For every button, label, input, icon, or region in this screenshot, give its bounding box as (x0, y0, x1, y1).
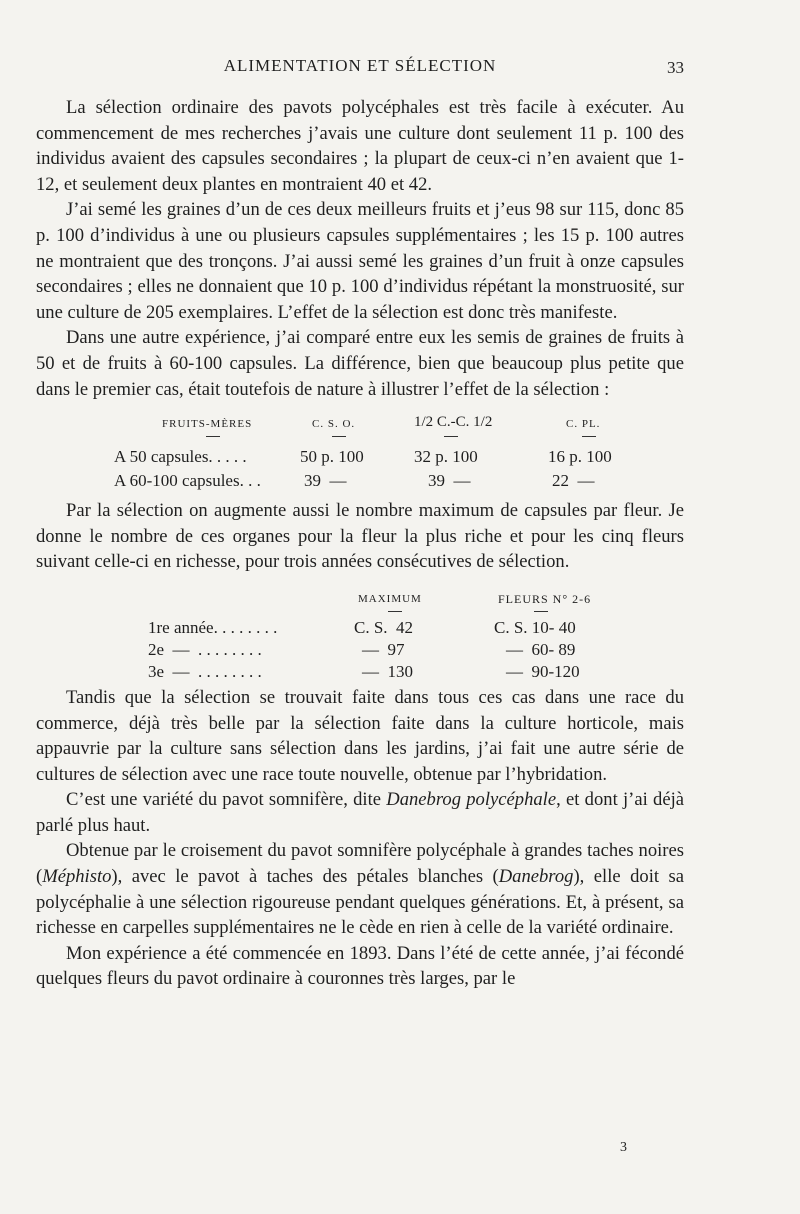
paragraph: Mon expérience a été commencée en 1893. Dans l’été de cette année, j’ai fécondé quelques fleurs du pavot ordinaire à couronnes très larges, par le (36, 942, 684, 990)
paragraph: La sélection ordinaire des pavots polycéphales est très facile à exécuter. Au commencement de mes recherches j’avais une culture dont seulement 11 p. 100 des individus avaient des capsules secondaires ; la plupart de ceux-ci n’en avaient que 1-12, et seulement deux plantes en montraient 40 et 42. (36, 97, 684, 195)
dash-rule (388, 611, 402, 612)
paragraph-text: ), elle doit sa polycéphalie à une sélection rigoureuse pendant quelques générations. Et, à présent, sa richesse en carpelles supplémentaires ne le cède en rien à celle de la variété ordinaire. (36, 866, 684, 939)
dash-rule (206, 436, 220, 437)
table-cell: C. S. 42 (354, 617, 414, 637)
dash-rule (534, 611, 548, 612)
table-cell: A 60-100 capsules. . . (114, 471, 261, 491)
page-number: 33 (667, 58, 684, 77)
table-cell: 39 — (428, 471, 471, 491)
variety-name: Danebrog (498, 866, 574, 888)
table-header: C. S. O. (312, 418, 356, 431)
paragraph-text: Obtenue par le croisement du pavot somnifère polycéphale à grandes taches noires ( (36, 840, 684, 888)
table-cell: — 60- 89 (506, 639, 576, 659)
table-cell: 3e — . . . . . . . . (148, 661, 262, 681)
table-yearly-maximum (36, 581, 684, 679)
paragraph: J’ai semé les graines d’un de ces deux meilleurs fruits et j’eus 98 sur 115, donc 85 p. 100 d’individus à une ou plusieurs capsules supplémentaires ; les 15 p. 100 autres ne montraient que des tronçons. J’ai aussi semé les graines d’un fruit à onze capsules secondaires ; elles ne donnaient que 10 p. 100 d’individus répétant la monstruosité, sur une culture de 205 exemplaires. L’effet de la sélection est donc très manifeste. (36, 199, 684, 323)
dash-rule (332, 436, 346, 437)
table-selection-comparison (36, 406, 684, 492)
table-cell: 32 p. 100 (414, 447, 478, 467)
table-cell: 39 — (304, 471, 347, 491)
table-cell: — 90-120 (506, 661, 580, 681)
table-header: FLEURS N° 2-6 (498, 591, 592, 606)
dash-rule (582, 436, 596, 437)
paragraph-text: ), avec le pavot à taches des pétales blanches ( (111, 866, 499, 888)
table-cell: 50 p. 100 (300, 447, 364, 467)
dash-rule (444, 436, 458, 437)
table-cell: A 50 capsules. . . . . (114, 447, 247, 467)
table-header: C. PL. (566, 418, 601, 431)
signature-mark: 3 (620, 1140, 627, 1155)
paragraph (36, 787, 684, 838)
table-cell: — 97 (362, 639, 405, 659)
page-body (36, 95, 684, 992)
table-header: MAXIMUM (358, 592, 422, 605)
table-header: 1/2 C.-C. 1/2 (414, 414, 493, 431)
table-cell: — 130 (362, 661, 413, 681)
paragraph: Par la sélection on augmente aussi le nombre maximum de capsules par fleur. Je donne le nombre de ces organes pour la fleur la plus riche et pour les cinq fleurs suivant celle-ci en richesse, pour trois années consécutives de sélection. (36, 500, 684, 573)
table-header: FRUITS-MÈRES (162, 418, 253, 431)
table-cell: C. S. 10- 40 (494, 617, 576, 637)
table-cell: 16 p. 100 (548, 447, 612, 467)
table-cell: 2e — . . . . . . . . (148, 639, 262, 659)
running-header: ALIMENTATION ET SÉLECTION (223, 56, 497, 75)
variety-name: Danebrog polycéphale (386, 789, 557, 811)
table-cell: 22 — (552, 471, 595, 491)
paragraph: Dans une autre expérience, j’ai comparé entre eux les semis de graines de fruits à 50 et de fruits à 60-100 capsules. La différence, bien que beaucoup plus petite que dans le premier cas, était toutefois de nature à illustrer l’effet de la sélection : (36, 327, 684, 400)
paragraph (36, 838, 684, 940)
paragraph-text: C’est une variété du pavot somnifère, dite (66, 789, 382, 811)
paragraph: Tandis que la sélection se trouvait faite dans tous ces cas dans une race du commerce, déjà très belle par la sélection faite dans la culture horticole, mais appauvrie par la culture sans sélection dans les jardins, j’ai fait une autre série de cultures de sélection avec une race toute nouvelle, obtenue par l’hybridation. (36, 686, 684, 785)
table-cell: 1re année. . . . . . . . (148, 617, 278, 637)
paragraph-text: , et dont j’ai déjà parlé plus haut. (36, 789, 684, 836)
variety-name: Méphisto (42, 866, 112, 888)
